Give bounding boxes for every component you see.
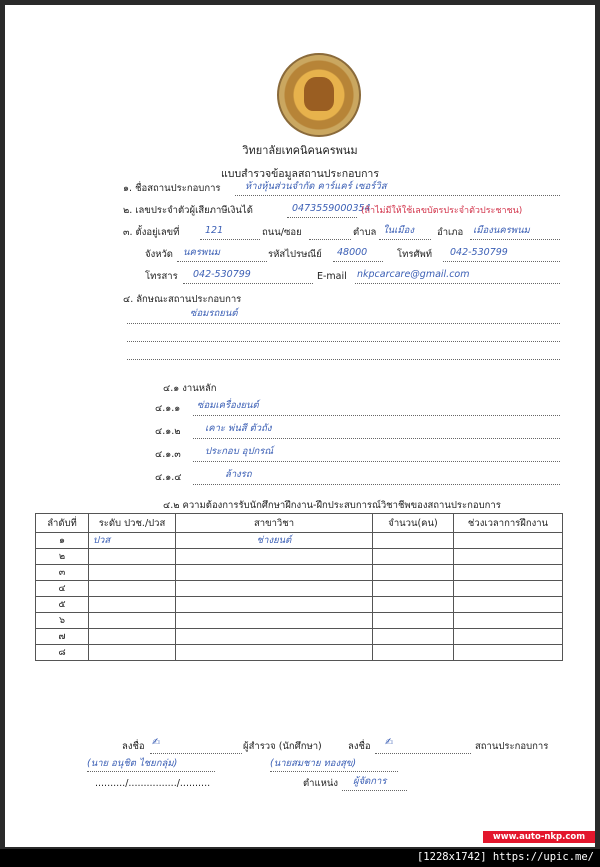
row-count — [373, 533, 454, 549]
table-row — [36, 549, 563, 565]
row-level — [89, 629, 176, 645]
row-period — [454, 645, 563, 661]
row-count — [373, 597, 454, 613]
row-level — [89, 613, 176, 629]
sign-label-surveyor: ลงชื่อ — [122, 741, 145, 752]
row-field — [176, 613, 373, 629]
col-header: จำนวน(คน) — [373, 514, 454, 533]
surveyor-signature: ✍ — [152, 737, 161, 748]
row-level — [89, 597, 176, 613]
main-work-num: ๔.๑.๑ — [155, 403, 181, 414]
email-label: E-mail — [317, 271, 347, 282]
row-count — [373, 629, 454, 645]
main-work-value: ล้างรถ — [225, 469, 252, 480]
surveyor-role: ผู้สำรวจ (นักศึกษา) — [243, 741, 322, 752]
row-field-value: ช่างยนต์ — [256, 535, 292, 546]
main-work-line — [193, 484, 560, 485]
field-3-subdistrict: ในเมือง — [383, 225, 414, 236]
fax-label: โทรสาร — [145, 271, 178, 282]
sign-label-owner: ลงชื่อ — [348, 741, 371, 752]
postcode-value: 48000 — [337, 247, 368, 258]
owner-name: (นายสมชาย ทองสุข) — [270, 758, 357, 769]
field-2-note: (ถ้าไม่มีให้ใช้เลขบัตรประจำตัวประชาชน) — [361, 206, 523, 216]
row-level — [89, 645, 176, 661]
row-num: ๒ — [36, 549, 89, 565]
row-count — [373, 565, 454, 581]
field-3-subdistrict-line — [379, 239, 431, 240]
table-row — [36, 581, 563, 597]
table-row — [36, 533, 563, 549]
main-work-value: ประกอบ อุปกรณ์ — [205, 446, 274, 457]
row-period — [454, 565, 563, 581]
surveyor-name-line — [87, 771, 215, 772]
field-3-road-line — [309, 239, 351, 240]
owner-signature: ✍ — [385, 737, 394, 748]
province-value: นครพนม — [183, 247, 220, 258]
main-work-heading: ๔.๑ งานหลัก — [163, 383, 217, 394]
row-count — [373, 613, 454, 629]
main-work-line — [193, 415, 560, 416]
row-count — [373, 581, 454, 597]
row-field — [176, 549, 373, 565]
row-count — [373, 645, 454, 661]
position-line — [342, 790, 407, 791]
field-3-district-label: อำเภอ — [437, 227, 464, 238]
main-work-num: ๔.๑.๒ — [155, 426, 181, 437]
field-4-label: ๔. ลักษณะสถานประกอบการ — [123, 294, 242, 305]
row-num: ๕ — [36, 597, 89, 613]
phone-label: โทรศัพท์ — [397, 249, 433, 260]
position-label: ตำแหน่ง — [303, 778, 339, 789]
email-line — [355, 283, 560, 284]
main-work-line — [193, 438, 560, 439]
main-work-num: ๔.๑.๓ — [155, 449, 181, 460]
sign-line-surveyor — [150, 753, 242, 754]
date-blank: ........../................/.......... — [95, 778, 211, 789]
phone-value: 042-530799 — [450, 247, 508, 258]
owner-role: สถานประกอบการ — [475, 741, 549, 752]
col-header: ลำดับที่ — [36, 514, 89, 533]
form-title: แบบสำรวจข้อมูลสถานประกอบการ — [221, 168, 379, 180]
field-4-value: ซ่อมรถยนต์ — [190, 308, 238, 319]
field-2-label: ๒. เลขประจำตัวผู้เสียภาษีเงินได้ — [123, 205, 253, 216]
row-level — [89, 581, 176, 597]
row-period — [454, 549, 563, 565]
sign-line-owner — [375, 753, 471, 754]
fax-value: 042-530799 — [193, 269, 251, 280]
row-period — [454, 597, 563, 613]
institution-name: วิทยาลัยเทคนิคนครพนม — [242, 144, 358, 157]
row-num: ๓ — [36, 565, 89, 581]
row-field — [176, 645, 373, 661]
col-header: ระดับ ปวช./ปวส — [89, 514, 176, 533]
row-field — [176, 629, 373, 645]
postcode-label: รหัสไปรษณีย์ — [268, 249, 322, 260]
college-seal-logo — [277, 53, 361, 137]
row-period — [454, 613, 563, 629]
requirement-table — [35, 513, 563, 661]
row-num: ๑ — [36, 533, 89, 549]
row-period — [454, 581, 563, 597]
row-level-value: ปวส — [93, 535, 111, 546]
main-work-value: เคาะ พ่นสี ตัวถัง — [205, 423, 272, 434]
field-4-line-1 — [127, 323, 560, 324]
main-work-line — [193, 461, 560, 462]
row-count — [373, 549, 454, 565]
col-header: ช่วงเวลาการฝึกงาน — [454, 514, 563, 533]
field-3-house-line — [200, 239, 260, 240]
main-work-value: ซ่อมเครื่องยนต์ — [197, 400, 259, 411]
row-num: ๔ — [36, 581, 89, 597]
row-field — [176, 565, 373, 581]
field-1-label: ๑. ชื่อสถานประกอบการ — [123, 183, 221, 194]
table-row — [36, 629, 563, 645]
province-line — [177, 261, 267, 262]
field-3-house: 121 — [205, 225, 224, 236]
email-value: nkpcarcare@gmail.com — [357, 269, 470, 280]
col-header: สาขาวิชา — [176, 514, 373, 533]
fax-line — [183, 283, 313, 284]
row-field — [176, 533, 373, 549]
row-period — [454, 629, 563, 645]
row-num: ๘ — [36, 645, 89, 661]
row-field — [176, 581, 373, 597]
field-3-road-label: ถนน/ซอย — [262, 227, 302, 238]
row-num: ๗ — [36, 629, 89, 645]
footer-text[interactable]: [1228x1742] https://upic.me/ — [416, 851, 594, 863]
surveyor-name: (นาย อนุชิต ไชยกลุ่ม) — [87, 758, 178, 769]
document-page — [5, 5, 595, 847]
field-3-district: เมืองนครพนม — [473, 225, 530, 236]
field-4-line-2 — [127, 341, 560, 342]
row-num: ๖ — [36, 613, 89, 629]
postcode-line — [333, 261, 383, 262]
row-period — [454, 533, 563, 549]
table-header-row — [36, 514, 563, 533]
table-row — [36, 597, 563, 613]
field-3-subdistrict-label: ตำบล — [353, 227, 377, 238]
position-value: ผู้จัดการ — [353, 776, 387, 787]
table-row — [36, 565, 563, 581]
table-row — [36, 645, 563, 661]
row-level — [89, 549, 176, 565]
row-level — [89, 565, 176, 581]
field-4-line-3 — [127, 359, 560, 360]
field-3-district-line — [470, 239, 560, 240]
requirement-heading: ๔.๒ ความต้องการรับนักศึกษาฝึกงาน-ฝึกประสบการณ์วิชาชีพของสถานประกอบการ — [163, 500, 501, 511]
row-field — [176, 597, 373, 613]
table-row — [36, 613, 563, 629]
watermark-banner: www.auto-nkp.com — [483, 831, 595, 843]
field-1-line — [235, 195, 560, 196]
field-1-value: ห้างหุ้นส่วนจำกัด คาร์แคร์ เซอร์วิส — [245, 181, 387, 192]
field-3-label: ๓. ตั้งอยู่เลขที่ — [123, 227, 180, 238]
field-2-value: 0473559000354 — [292, 203, 371, 214]
field-2-line — [287, 217, 357, 218]
phone-line — [443, 261, 560, 262]
main-work-num: ๔.๑.๔ — [155, 472, 182, 483]
owner-name-line — [270, 771, 398, 772]
province-label: จังหวัด — [145, 249, 173, 260]
row-level — [89, 533, 176, 549]
